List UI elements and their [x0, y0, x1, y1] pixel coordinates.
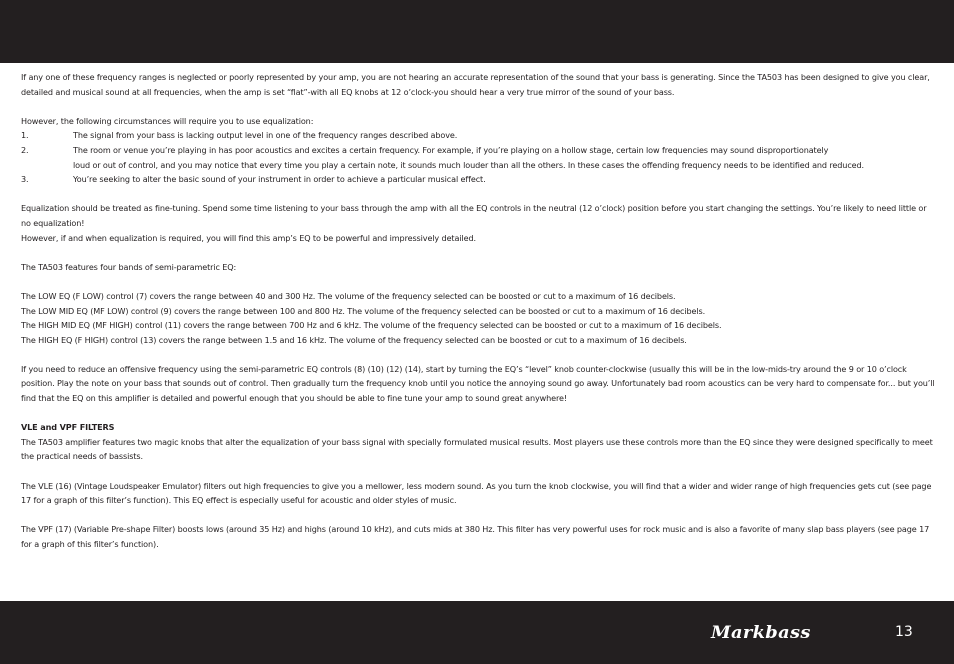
page-number: 13	[895, 624, 913, 640]
brand-logo: Markbass	[711, 623, 811, 642]
footer-bar	[0, 601, 954, 664]
band-high: The HIGH EQ (F HIGH) control (13) covers the range between 1.5 and 16 kHz. The volume of the frequency selected can be boosted or cut to a maximum of 16 decibels.	[21, 334, 687, 345]
fine-tuning-paragraph-2: However, if and when equalization is required, you will find this amp’s EQ to be powerful and impressively detailed.	[21, 232, 476, 243]
band-high-mid: The HIGH MID EQ (MF HIGH) control (11) covers the range between 700 Hz and 6 kHz. The volume of the frequency selected can be boosted or cut to a maximum of 16 decibels.	[21, 320, 722, 331]
circumstances-intro: However, the following circumstances will require you to use equalization:	[21, 115, 314, 126]
band-low: The LOW EQ (F LOW) control (7) covers the range between 40 and 300 Hz. The volume of the frequency selected can be boosted or cut to a maximum of 16 decibels.	[21, 290, 676, 301]
bands-intro: The TA503 features four bands of semi-parametric EQ:	[21, 261, 237, 272]
list-text: You’re seeking to alter the basic sound of your instrument in order to achieve a particular musical effect.	[73, 174, 486, 185]
vle-paragraph: The VLE (16) (Vintage Loudspeaker Emulator) filters out high frequencies to give you a mellower, less modern sound. As you turn the knob clockwise, you will find that a wider and wider range of high frequencies gets cut (see page 17 for a graph of this filter’s function). This EQ effect is especially useful for acoustic and older styles of music.	[21, 480, 932, 506]
fine-tuning-paragraph: Equalization should be treated as fine-tuning. Spend some time listening to your bass through the amp with all the EQ controls in the neutral (12 o’clock) position before you start changing the settings. You’re likely to need little or no equalization!	[21, 203, 927, 228]
list-number: 3.	[21, 174, 29, 185]
list-text: The signal from your bass is lacking output level in one of the frequency ranges described above.	[73, 130, 458, 141]
list-number: 2.	[21, 144, 29, 155]
list-item	[21, 172, 936, 187]
vpf-paragraph: The VPF (17) (Variable Pre-shape Filter) boosts lows (around 35 Hz) and highs (around 10 kHz), and cuts mids at 380 Hz. This filter has very powerful uses for rock music and is also a favorite of many slap bass players (see page 17 for a graph of this filter’s function).	[21, 524, 930, 549]
filters-heading: VLE and VPF FILTERS	[21, 422, 115, 433]
list-item	[21, 128, 936, 143]
list-text-line: loud or out of control, and you may notice that every time you play a certain note, it sounds much louder than all the others. In these cases the offending frequency needs to be identified and reduced.	[73, 159, 864, 170]
intro-paragraph: If any one of these frequency ranges is neglected or poorly represented by your amp, you are not hearing an accurate representation of the sound that your bass is generating. Since the TA503 has been designed to give you clear, detailed and musical sound at all frequencies, when the amp is set “flat”-with all EQ knobs at 12 o’clock-you should hear a very true mirror of the sound of your bass.	[21, 72, 930, 97]
page-content	[21, 70, 936, 552]
list-text-line: The room or venue you’re playing in has poor acoustics and excites a certain frequency. For example, if you’re playing on a hollow stage, certain low frequencies may sound disproportionately	[73, 144, 829, 155]
list-number: 1.	[21, 130, 29, 141]
list-item	[21, 143, 936, 172]
filters-intro: The TA503 amplifier features two magic knobs that alter the equalization of your bass signal with specially formulated musical results. Most players use these controls more than the EQ since they were designed specifically to meet the practical needs of bassists.	[21, 436, 933, 462]
band-low-mid: The LOW MID EQ (MF LOW) control (9) covers the range between 100 and 800 Hz. The volume of the frequency selected can be boosted or cut to a maximum of 16 decibels.	[21, 305, 706, 316]
list-text	[73, 143, 936, 172]
top-header-bar	[0, 0, 954, 63]
reduce-paragraph: If you need to reduce an offensive frequency using the semi-parametric EQ controls (8) (10) (12) (14), start by turning the EQ’s “level” knob counter-clockwise (usually this will be in the low-mids-try around the 9 or 10 o’clock position. Play the note on your bass that sounds out of control. Then gradually turn the frequency knob until you notice the annoying sound go away. Unfortunately bad room acoustics can be very hard to compensate for... but you’ll find that the EQ on this amplifier is detailed and powerful enough that you should be able to fine tune your amp to sound great anywhere!	[21, 363, 935, 404]
